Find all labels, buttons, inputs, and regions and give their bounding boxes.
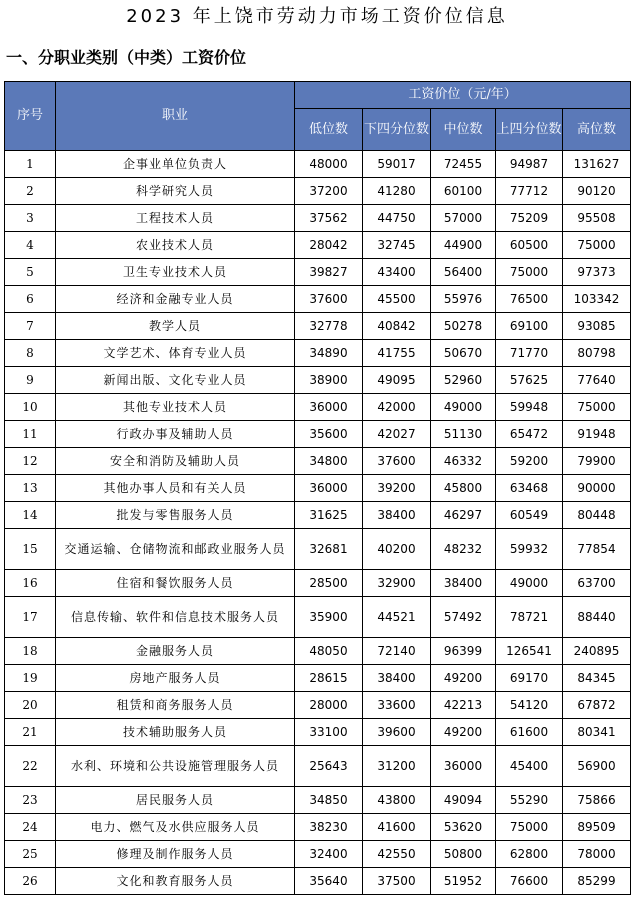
upper-quartile-value: 59932 [496, 529, 563, 570]
header-occupation: 职业 [56, 82, 295, 151]
row-index: 3 [5, 205, 56, 232]
table-row [5, 421, 631, 448]
occupation-cell: 安全和消防及辅助人员 [56, 448, 295, 475]
lower-quartile-value: 42550 [363, 841, 431, 868]
lower-quartile-value: 37500 [363, 868, 431, 895]
high-value: 103342 [563, 286, 631, 313]
median-value: 48232 [431, 529, 496, 570]
upper-quartile-value: 59948 [496, 394, 563, 421]
upper-quartile-value: 59200 [496, 448, 563, 475]
high-value: 89509 [563, 814, 631, 841]
median-value: 51952 [431, 868, 496, 895]
row-index: 16 [5, 570, 56, 597]
low-value: 28000 [295, 692, 363, 719]
low-value: 28615 [295, 665, 363, 692]
table-row [5, 340, 631, 367]
upper-quartile-value: 78721 [496, 597, 563, 638]
table-body [5, 151, 631, 895]
low-value: 35640 [295, 868, 363, 895]
low-value: 28500 [295, 570, 363, 597]
occupation-cell: 租赁和商务服务人员 [56, 692, 295, 719]
occupation-cell: 交通运输、仓储物流和邮政业服务人员 [56, 529, 295, 570]
header-wage-group: 工资价位（元/年） [295, 82, 631, 109]
median-value: 49094 [431, 787, 496, 814]
row-index: 2 [5, 178, 56, 205]
low-value: 33100 [295, 719, 363, 746]
row-index: 13 [5, 475, 56, 502]
lower-quartile-value: 40200 [363, 529, 431, 570]
lower-quartile-value: 41755 [363, 340, 431, 367]
table-row [5, 448, 631, 475]
row-index: 12 [5, 448, 56, 475]
high-value: 77854 [563, 529, 631, 570]
occupation-cell: 其他办事人员和有关人员 [56, 475, 295, 502]
upper-quartile-value: 55290 [496, 787, 563, 814]
occupation-cell: 住宿和餐饮服务人员 [56, 570, 295, 597]
row-index: 1 [5, 151, 56, 178]
occupation-cell: 文学艺术、体育专业人员 [56, 340, 295, 367]
lower-quartile-value: 59017 [363, 151, 431, 178]
row-index: 21 [5, 719, 56, 746]
occupation-cell: 水利、环境和公共设施管理服务人员 [56, 746, 295, 787]
row-index: 5 [5, 259, 56, 286]
high-value: 91948 [563, 421, 631, 448]
lower-quartile-value: 32900 [363, 570, 431, 597]
occupation-cell: 批发与零售服务人员 [56, 502, 295, 529]
low-value: 32778 [295, 313, 363, 340]
upper-quartile-value: 75000 [496, 259, 563, 286]
lower-quartile-value: 33600 [363, 692, 431, 719]
upper-quartile-value: 61600 [496, 719, 563, 746]
lower-quartile-value: 39200 [363, 475, 431, 502]
row-index: 25 [5, 841, 56, 868]
low-value: 37200 [295, 178, 363, 205]
table-row [5, 814, 631, 841]
median-value: 72455 [431, 151, 496, 178]
high-value: 90120 [563, 178, 631, 205]
row-index: 24 [5, 814, 56, 841]
row-index: 26 [5, 868, 56, 895]
high-value: 80448 [563, 502, 631, 529]
occupation-cell: 其他专业技术人员 [56, 394, 295, 421]
header-high: 高位数 [563, 109, 631, 151]
table-row [5, 787, 631, 814]
low-value: 37600 [295, 286, 363, 313]
median-value: 42213 [431, 692, 496, 719]
low-value: 35900 [295, 597, 363, 638]
header-upper-quartile: 上四分位数 [496, 109, 563, 151]
table-row [5, 719, 631, 746]
row-index: 23 [5, 787, 56, 814]
median-value: 46332 [431, 448, 496, 475]
table-header [5, 82, 631, 151]
low-value: 36000 [295, 475, 363, 502]
upper-quartile-value: 60549 [496, 502, 563, 529]
occupation-cell: 卫生专业技术人员 [56, 259, 295, 286]
lower-quartile-value: 32745 [363, 232, 431, 259]
row-index: 9 [5, 367, 56, 394]
row-index: 6 [5, 286, 56, 313]
row-index: 7 [5, 313, 56, 340]
lower-quartile-value: 43400 [363, 259, 431, 286]
high-value: 93085 [563, 313, 631, 340]
occupation-cell: 技术辅助服务人员 [56, 719, 295, 746]
high-value: 75866 [563, 787, 631, 814]
high-value: 75000 [563, 394, 631, 421]
upper-quartile-value: 54120 [496, 692, 563, 719]
header-index: 序号 [5, 82, 56, 151]
row-index: 14 [5, 502, 56, 529]
upper-quartile-value: 94987 [496, 151, 563, 178]
upper-quartile-value: 77712 [496, 178, 563, 205]
occupation-cell: 行政办事及辅助人员 [56, 421, 295, 448]
low-value: 38230 [295, 814, 363, 841]
lower-quartile-value: 41280 [363, 178, 431, 205]
table-row [5, 394, 631, 421]
high-value: 56900 [563, 746, 631, 787]
low-value: 37562 [295, 205, 363, 232]
occupation-cell: 金融服务人员 [56, 638, 295, 665]
table-row [5, 692, 631, 719]
low-value: 48000 [295, 151, 363, 178]
high-value: 80341 [563, 719, 631, 746]
occupation-cell: 房地产服务人员 [56, 665, 295, 692]
low-value: 32400 [295, 841, 363, 868]
lower-quartile-value: 72140 [363, 638, 431, 665]
header-lower-quartile: 下四分位数 [363, 109, 431, 151]
high-value: 95508 [563, 205, 631, 232]
median-value: 50278 [431, 313, 496, 340]
high-value: 80798 [563, 340, 631, 367]
median-value: 56400 [431, 259, 496, 286]
lower-quartile-value: 38400 [363, 665, 431, 692]
table-row [5, 286, 631, 313]
lower-quartile-value: 43800 [363, 787, 431, 814]
lower-quartile-value: 42027 [363, 421, 431, 448]
lower-quartile-value: 39600 [363, 719, 431, 746]
table-row [5, 597, 631, 638]
high-value: 75000 [563, 232, 631, 259]
row-index: 19 [5, 665, 56, 692]
lower-quartile-value: 44521 [363, 597, 431, 638]
median-value: 52960 [431, 367, 496, 394]
high-value: 85299 [563, 868, 631, 895]
low-value: 28042 [295, 232, 363, 259]
median-value: 57000 [431, 205, 496, 232]
table-row [5, 746, 631, 787]
upper-quartile-value: 75209 [496, 205, 563, 232]
occupation-cell: 企事业单位负责人 [56, 151, 295, 178]
upper-quartile-value: 71770 [496, 340, 563, 367]
median-value: 57492 [431, 597, 496, 638]
upper-quartile-value: 63468 [496, 475, 563, 502]
median-value: 60100 [431, 178, 496, 205]
table-row [5, 868, 631, 895]
median-value: 50670 [431, 340, 496, 367]
row-index: 8 [5, 340, 56, 367]
median-value: 38400 [431, 570, 496, 597]
median-value: 50800 [431, 841, 496, 868]
occupation-cell: 居民服务人员 [56, 787, 295, 814]
median-value: 46297 [431, 502, 496, 529]
upper-quartile-value: 45400 [496, 746, 563, 787]
row-index: 15 [5, 529, 56, 570]
low-value: 35600 [295, 421, 363, 448]
low-value: 34800 [295, 448, 363, 475]
median-value: 96399 [431, 638, 496, 665]
high-value: 79900 [563, 448, 631, 475]
high-value: 67872 [563, 692, 631, 719]
median-value: 45800 [431, 475, 496, 502]
high-value: 77640 [563, 367, 631, 394]
upper-quartile-value: 75000 [496, 814, 563, 841]
section-heading: 一、分职业类别（中类）工资价位 [6, 48, 247, 67]
header-median: 中位数 [431, 109, 496, 151]
upper-quartile-value: 65472 [496, 421, 563, 448]
low-value: 34890 [295, 340, 363, 367]
wage-table [4, 81, 631, 895]
lower-quartile-value: 45500 [363, 286, 431, 313]
high-value: 240895 [563, 638, 631, 665]
table-row [5, 570, 631, 597]
upper-quartile-value: 49000 [496, 570, 563, 597]
high-value: 131627 [563, 151, 631, 178]
row-index: 10 [5, 394, 56, 421]
table-row [5, 841, 631, 868]
upper-quartile-value: 69170 [496, 665, 563, 692]
lower-quartile-value: 37600 [363, 448, 431, 475]
median-value: 49000 [431, 394, 496, 421]
high-value: 97373 [563, 259, 631, 286]
row-index: 17 [5, 597, 56, 638]
table-row [5, 205, 631, 232]
lower-quartile-value: 31200 [363, 746, 431, 787]
lower-quartile-value: 44750 [363, 205, 431, 232]
occupation-cell: 科学研究人员 [56, 178, 295, 205]
table-row [5, 475, 631, 502]
occupation-cell: 教学人员 [56, 313, 295, 340]
row-index: 18 [5, 638, 56, 665]
row-index: 20 [5, 692, 56, 719]
low-value: 25643 [295, 746, 363, 787]
occupation-cell: 电力、燃气及水供应服务人员 [56, 814, 295, 841]
occupation-cell: 农业技术人员 [56, 232, 295, 259]
lower-quartile-value: 41600 [363, 814, 431, 841]
table-row [5, 367, 631, 394]
occupation-cell: 经济和金融专业人员 [56, 286, 295, 313]
upper-quartile-value: 76600 [496, 868, 563, 895]
low-value: 32681 [295, 529, 363, 570]
low-value: 48050 [295, 638, 363, 665]
median-value: 51130 [431, 421, 496, 448]
row-index: 22 [5, 746, 56, 787]
occupation-cell: 新闻出版、文化专业人员 [56, 367, 295, 394]
table-row [5, 232, 631, 259]
occupation-cell: 修理及制作服务人员 [56, 841, 295, 868]
upper-quartile-value: 60500 [496, 232, 563, 259]
occupation-cell: 工程技术人员 [56, 205, 295, 232]
low-value: 38900 [295, 367, 363, 394]
lower-quartile-value: 42000 [363, 394, 431, 421]
upper-quartile-value: 62800 [496, 841, 563, 868]
high-value: 84345 [563, 665, 631, 692]
lower-quartile-value: 49095 [363, 367, 431, 394]
upper-quartile-value: 76500 [496, 286, 563, 313]
median-value: 44900 [431, 232, 496, 259]
upper-quartile-value: 57625 [496, 367, 563, 394]
occupation-cell: 信息传输、软件和信息技术服务人员 [56, 597, 295, 638]
median-value: 36000 [431, 746, 496, 787]
high-value: 63700 [563, 570, 631, 597]
page-title: 2023 年上饶市劳动力市场工资价位信息 [126, 6, 508, 27]
median-value: 53620 [431, 814, 496, 841]
median-value: 49200 [431, 719, 496, 746]
table-row [5, 178, 631, 205]
high-value: 88440 [563, 597, 631, 638]
high-value: 78000 [563, 841, 631, 868]
low-value: 31625 [295, 502, 363, 529]
table-row [5, 313, 631, 340]
lower-quartile-value: 40842 [363, 313, 431, 340]
median-value: 55976 [431, 286, 496, 313]
table-row [5, 665, 631, 692]
upper-quartile-value: 69100 [496, 313, 563, 340]
table-row [5, 259, 631, 286]
row-index: 11 [5, 421, 56, 448]
occupation-cell: 文化和教育服务人员 [56, 868, 295, 895]
median-value: 49200 [431, 665, 496, 692]
table-row [5, 502, 631, 529]
high-value: 90000 [563, 475, 631, 502]
low-value: 39827 [295, 259, 363, 286]
table-row [5, 638, 631, 665]
upper-quartile-value: 126541 [496, 638, 563, 665]
header-low: 低位数 [295, 109, 363, 151]
table-row [5, 529, 631, 570]
lower-quartile-value: 38400 [363, 502, 431, 529]
row-index: 4 [5, 232, 56, 259]
low-value: 36000 [295, 394, 363, 421]
low-value: 34850 [295, 787, 363, 814]
table-row [5, 151, 631, 178]
